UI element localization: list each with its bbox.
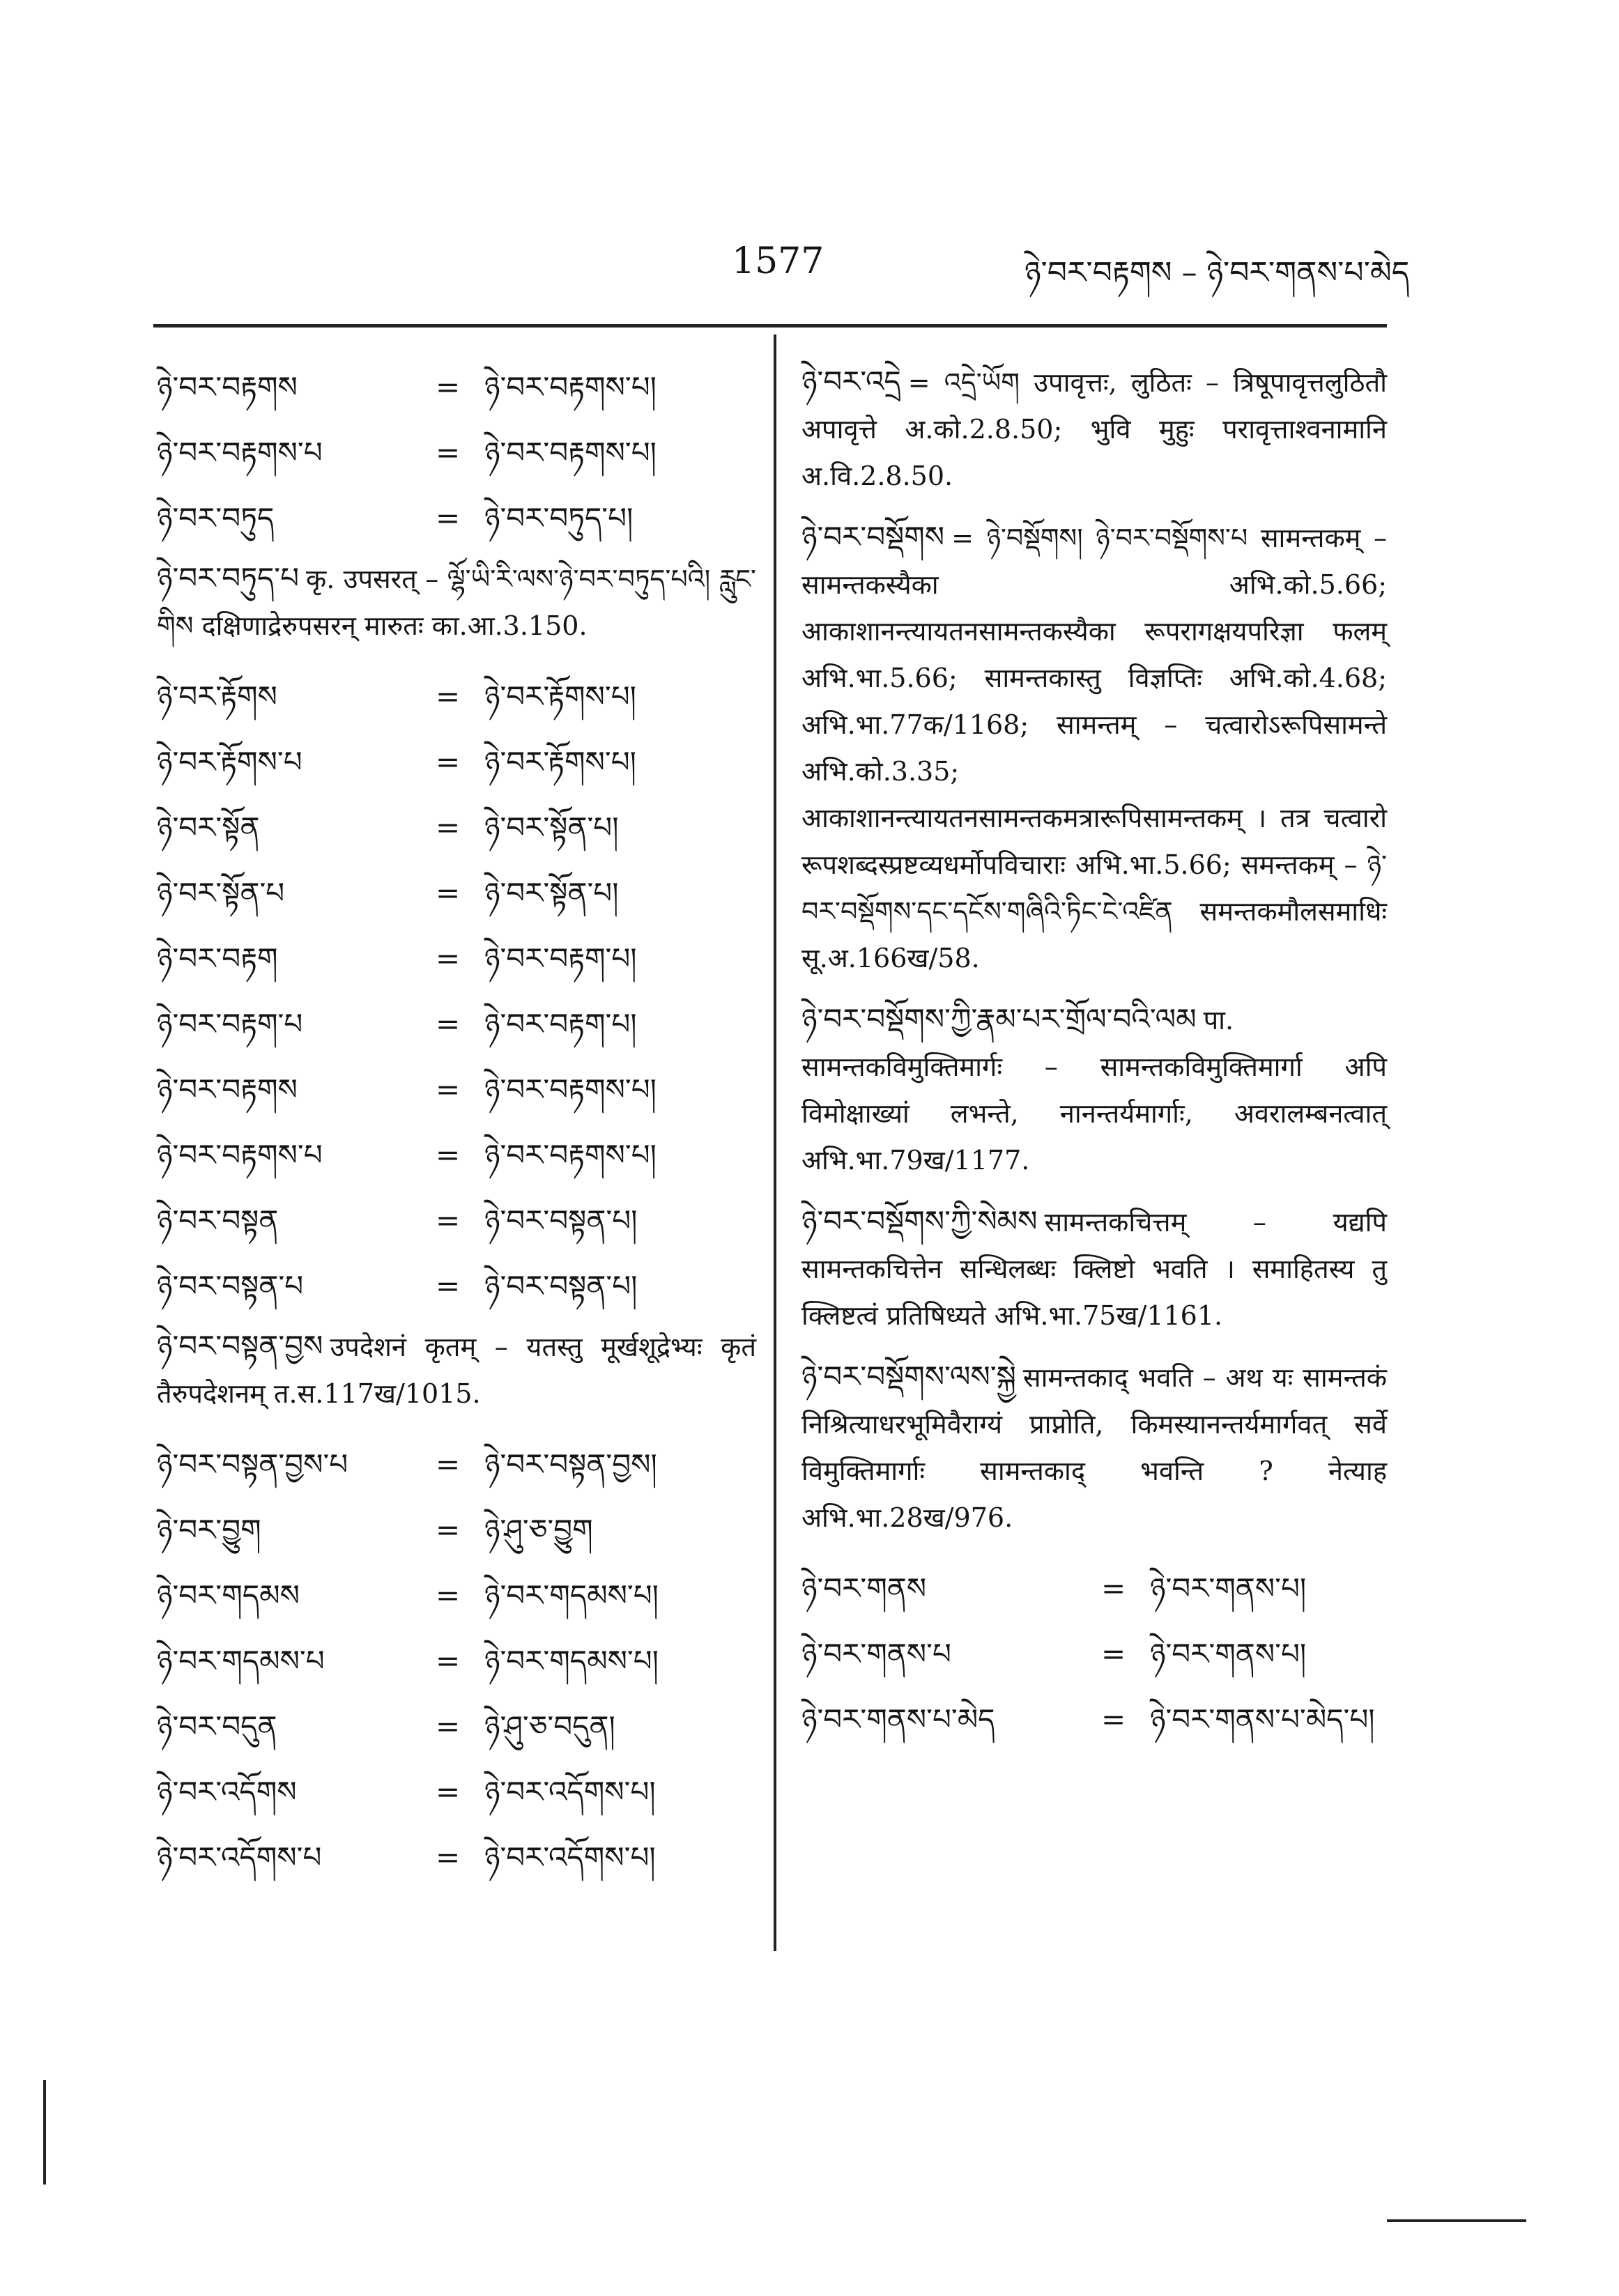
dictionary-entry — [157, 555, 756, 649]
header-rule — [153, 324, 1387, 328]
entry-headword: ཉེ་བར་བརྟགས — [157, 1072, 298, 1107]
equals-sign: = — [436, 1513, 461, 1547]
entry-target: ཉེ་བར་བརྟགས་པ། — [484, 370, 657, 404]
dictionary-entry — [801, 1555, 1387, 1621]
entry-target: ཉེ་བར་སྟོན་པ། — [484, 810, 619, 845]
column-divider — [774, 334, 776, 1951]
entry-headword: ཉེ་བར་སྟོན་པ — [157, 876, 285, 910]
entry-target: ཉེ་བར་གདམས་པ། — [484, 1644, 659, 1678]
entry-target: ཉེ་བར་བརྟག་པ། — [484, 1007, 637, 1041]
dictionary-entry — [157, 1056, 756, 1122]
running-head: ཉེ་བར་བརྟགས – ཉེ་བར་གནས་པ་མེད — [1025, 255, 1410, 291]
equals-sign: = — [436, 941, 461, 976]
dictionary-entry — [157, 1759, 756, 1824]
entry-headword: ཉེ་བར་བསྟན་བྱས — [157, 1329, 323, 1363]
equals-sign: = — [436, 1447, 461, 1481]
dictionary-entry — [801, 996, 1387, 1184]
entry-target: ཉེ་བར་བཏུད་པ། — [484, 501, 634, 535]
dictionary-entry — [157, 794, 756, 860]
entry-definition: सामन्तकचित्तम् – यद्यपि सामन्तकचित्तेन सन्धिलब्धः क्लिष्टो भवति । समाहितस्य तु क्लिष्टत्वं प्रतिषिध्यते अभि.भा.75ख/1161. — [801, 1207, 1387, 1331]
equals-sign: = — [436, 1775, 461, 1809]
entry-definition: कृ. उपसरत् – ལྷོ་ཡི་རི་ལས་ཉེ་བར་བཏུད་པའི། རླུང་གིས दक्षिणाद्रेरुपसरन् मारुतः का.आ.3.150. — [157, 564, 756, 641]
equals-sign: = — [1101, 1571, 1126, 1605]
entry-target: ཉེ་བར་འདོགས་པ། — [484, 1775, 656, 1809]
dictionary-entry — [801, 1353, 1387, 1541]
dictionary-entry — [801, 1198, 1387, 1339]
dictionary-entry — [157, 354, 756, 419]
entry-headword: ཉེ་བར་བདུན — [157, 1709, 277, 1743]
dictionary-entry — [157, 1253, 756, 1318]
dictionary-entry — [157, 1431, 756, 1497]
entry-target: ཉེ་བར་གནས་པ་མེད་པ། — [1150, 1702, 1375, 1736]
margin-rule — [1387, 2219, 1526, 2222]
entry-headword: ཉེ་བར་གནས་པ་མེད — [801, 1702, 995, 1736]
equals-sign: = — [1101, 1637, 1126, 1671]
dictionary-entry — [157, 1187, 756, 1253]
entry-target: ཉེ་བར་འདོགས་པ། — [484, 1840, 656, 1874]
entry-headword: ཉེ་བར་བསྟན་པ — [157, 1269, 304, 1303]
entry-headword: ཉེ་བར་སྟོན — [157, 810, 260, 845]
dictionary-entry — [801, 358, 1387, 500]
entry-target: ཉེ་བར་རྟོགས་པ། — [484, 745, 636, 779]
entry-headword: ཉེ་བར་རྟོགས་པ — [157, 745, 302, 779]
dictionary-entry — [157, 1628, 756, 1693]
equals-sign: = — [436, 1072, 461, 1107]
dictionary-entry — [157, 1323, 756, 1417]
entry-definition: = འདྲེ་ཡོག उपावृत्तः, लुठितः – त्रिषूपावृत्तलुठितौ अपावृत्ते अ.को.2.8.50; भुवि मुहुः परावृत्ताश्वनामानि अ.वि.2.8.50. — [801, 367, 1387, 491]
entry-definition: = ཉེ་བསྡོགས། ཉེ་བར་བསྡོགས་པ सामन्तकम् – सामन्तकस्यैका अभि.को.5.66; आकाशानन्त्यायतनसामन्तकस्यैका रूपरागक्षयपरिज्ञा फलम् अभि.भा.5.66; सामन्तकास्तु विज्ञप्तिः अभि.को.4.68; अभि.भा.77क/1168; सामन्तम् – चत्वारोऽरूपिसामन्ते अभि.को.3.35; आकाशानन्त्यायतनसामन्तकमत्रारूपिसामन्तकम् । तत्र चत्वारो रूपशब्दस्प्रष्टव्यधर्मोपविचाराः अभि.भा.5.66; समन्तकम् – ཉེ་བར་བསྡོགས་དང་དངོས་གཞིའི་ཏིང་ངེ་འཛིན समन्तकमौलसमाधिः सू.अ.166ख/58. — [801, 523, 1387, 973]
entry-headword: ཉེ་བར་བསྟན་བྱས་པ — [157, 1447, 348, 1481]
entry-target: ཉེ་བར་བསྟན་པ། — [484, 1269, 638, 1303]
entry-headword: ཉེ་བར་བསྟན — [157, 1203, 279, 1238]
entry-headword: ཉེ་བར་བསྡོགས་ལས་སྐྱེ — [801, 1359, 1016, 1394]
entry-target: ཉེ་བར་གདམས་པ། — [484, 1578, 659, 1612]
entry-headword: ཉེ་བར་འདོགས་པ — [157, 1840, 322, 1874]
equals-sign: = — [436, 1203, 461, 1238]
entry-target: ཉེ་བར་གནས་པ། — [1150, 1637, 1307, 1671]
equals-sign: = — [436, 1709, 461, 1743]
entry-headword: ཉེ་བར་རྟོགས — [157, 679, 277, 714]
entry-headword: ཉེ་བར་འདོགས — [157, 1775, 297, 1809]
entry-headword: ཉེ་བར་གདམས — [157, 1578, 300, 1612]
equals-sign: = — [436, 876, 461, 910]
equals-sign: = — [436, 1644, 461, 1678]
entry-headword: ཉེ་བར་གནས — [801, 1571, 927, 1605]
right-column — [801, 354, 1387, 1752]
dictionary-entry — [157, 1693, 756, 1759]
entry-headword: ཉེ་བར་འདྲེ — [801, 364, 901, 399]
entry-definition: सामन्तकाद् भवति – अथ यः सामन्तकं निश्रित्याधरभूमिवैराग्यं प्राप्नोति, किमस्यानन्तर्यमार्गवत् सर्वे विमुक्तिमार्गाः सामन्तकाद् भवन्ति ? नेत्याह अभि.भा.28ख/976. — [801, 1362, 1387, 1533]
entry-target: ཉེ་བར་སྟོན་པ། — [484, 876, 619, 910]
entry-target: ཉེ་བར་བརྟགས་པ། — [484, 1138, 657, 1172]
entry-headword: ཉེ་བར་བརྟག — [157, 941, 278, 976]
equals-sign: = — [436, 370, 461, 404]
equals-sign: = — [436, 436, 461, 470]
dictionary-entry — [157, 860, 756, 925]
entry-target: ཉེ་བར་གནས་པ། — [1150, 1571, 1307, 1605]
entry-headword: ཉེ་བར་བསྡོགས་ཀྱི་སེམས — [801, 1204, 1038, 1238]
equals-sign: = — [436, 1840, 461, 1874]
entry-target: ཉེ་བར་བསྟན་བྱས། — [484, 1447, 657, 1481]
entry-target: ཉེ་བར་བརྟག་པ། — [484, 941, 637, 976]
entry-headword: ཉེ་བར་བསྡོགས — [801, 520, 945, 554]
entry-headword: ཉེ་བར་བརྟགས་པ — [157, 436, 323, 470]
dictionary-entry — [801, 1621, 1387, 1686]
left-column — [157, 354, 756, 1890]
equals-sign: = — [436, 1138, 461, 1172]
entry-target: ཉེ་བར་བརྟགས་པ། — [484, 436, 657, 470]
entry-headword: ཉེ་བར་གནས་པ — [801, 1637, 951, 1671]
dictionary-entry — [157, 1824, 756, 1890]
entry-headword: ཉེ་བར་གདམས་པ — [157, 1644, 325, 1678]
entry-headword: ཉེ་བར་བཏུད — [157, 501, 275, 535]
entry-headword: ཉེ་བར་བཏུད་པ — [157, 561, 300, 595]
dictionary-entry — [157, 1122, 756, 1187]
equals-sign: = — [436, 1578, 461, 1612]
dictionary-entry — [801, 1686, 1387, 1752]
equals-sign: = — [1101, 1702, 1126, 1736]
dictionary-entry — [157, 485, 756, 550]
dictionary-entry — [157, 419, 756, 485]
dictionary-entry — [157, 925, 756, 991]
entry-headword: ཉེ་བར་བརྟགས — [157, 370, 298, 404]
entry-target: ཉེ་བར་བརྟགས་པ། — [484, 1072, 657, 1107]
entry-definition: उपदेशनं कृतम् – यतस्तु मूर्खशूद्रेभ्यः कृतं तैरुपदेशनम् त.स.117ख/1015. — [157, 1332, 756, 1409]
page-number: 1577 — [732, 240, 824, 282]
equals-sign: = — [436, 810, 461, 845]
entry-headword: ཉེ་བར་བརྟག་པ — [157, 1007, 303, 1041]
dictionary-entry — [157, 991, 756, 1056]
equals-sign: = — [436, 745, 461, 779]
dictionary-entry — [801, 514, 1387, 982]
entry-headword: ཉེ་བར་བརྟགས་པ — [157, 1138, 323, 1172]
entry-target: ཉེ་བར་རྟོགས་པ། — [484, 679, 636, 714]
equals-sign: = — [436, 679, 461, 714]
entry-headword: ཉེ་བར་བྱུག — [157, 1513, 261, 1547]
equals-sign: = — [436, 1007, 461, 1041]
dictionary-entry — [157, 663, 756, 729]
entry-target: ཉེ་ཤུ་ཅ་བདུན། — [484, 1709, 615, 1743]
equals-sign: = — [436, 501, 461, 535]
dictionary-entry — [157, 1562, 756, 1628]
dictionary-entry — [157, 729, 756, 794]
margin-tick — [43, 2080, 46, 2185]
entry-target: ཉེ་བར་བསྟན་པ། — [484, 1203, 638, 1238]
equals-sign: = — [436, 1269, 461, 1303]
dictionary-entry — [157, 1497, 756, 1562]
entry-target: ཉེ་ཤུ་ཅ་བྱུག — [484, 1513, 593, 1547]
entry-definition: पा. सामन्तकविमुक्तिमार्गः – सामन्तकविमुक्तिमार्गा अपि विमोक्षाख्यां लभन्ते, नानन्तर्यमार्गाः, अवरालम्बनत्वात् अभि.भा.79ख/1177. — [801, 1005, 1387, 1176]
entry-headword: ཉེ་བར་བསྡོགས་ཀྱི་རྣམ་པར་གྲོལ་བའི་ལམ — [801, 1002, 1197, 1036]
